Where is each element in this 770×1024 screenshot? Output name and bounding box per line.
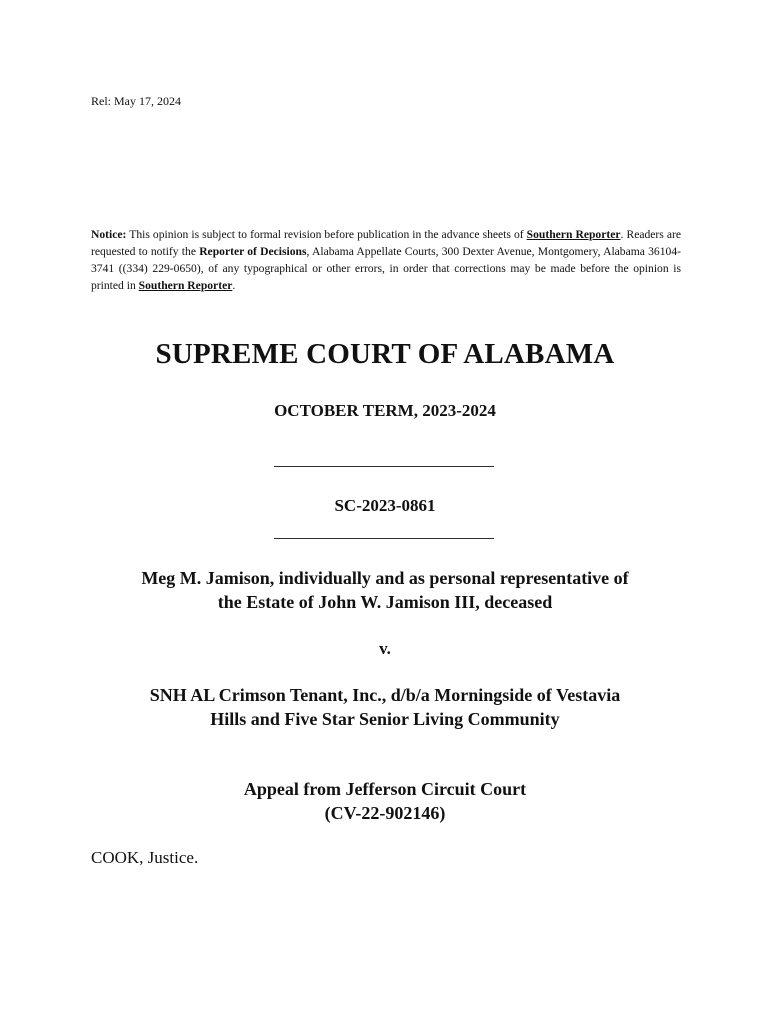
appeal-caption: [0, 777, 770, 825]
notice-paragraph: [91, 226, 681, 294]
appeal-court-line: Appeal from Jefferson Circuit Court: [243, 779, 527, 799]
reporter-of-decisions: Reporter of Decisions: [199, 245, 307, 258]
southern-reporter-ref-2: Southern Reporter: [138, 279, 233, 292]
court-term: OCTOBER TERM, 2023-2024: [274, 401, 496, 420]
docket-number: SC-2023-0861: [334, 496, 436, 515]
notice-label: Notice:: [91, 228, 127, 241]
divider-rule-bottom: [274, 538, 494, 539]
notice-text-3: , Alabama Appellate Courts, 300 Dexter Avenue, Montgomery, Alabama 36104-3741 ((334) 229-0650), of any typographical or other errors, in order that corrections may be made before the opinion is printed in: [91, 245, 681, 292]
notice-text-4: .: [232, 279, 236, 292]
notice-text-2: . Readers are requested to notify the: [91, 228, 681, 258]
opinion-author: COOK, Justice.: [91, 848, 199, 867]
appellant-caption: [0, 566, 770, 614]
appellant-line-1: Meg M. Jamison, individually and as personal representative of: [141, 568, 629, 588]
appellee-caption: [0, 683, 770, 731]
release-date: Rel: May 17, 2024: [91, 94, 181, 108]
southern-reporter-ref-1: Southern Reporter: [526, 228, 621, 241]
divider-rule-top: [274, 466, 494, 467]
appellee-line-2: Hills and Five Star Senior Living Community: [210, 709, 560, 729]
appellant-line-2: the Estate of John W. Jamison III, deceased: [217, 592, 553, 612]
notice-text-1: This opinion is subject to formal revision before publication in the advance sheets of: [126, 228, 527, 241]
appeal-case-number: (CV-22-902146): [324, 803, 446, 823]
appellee-line-1: SNH AL Crimson Tenant, Inc., d/b/a Morningside of Vestavia: [149, 685, 621, 705]
court-name: SUPREME COURT OF ALABAMA: [155, 338, 615, 370]
versus-label: v.: [379, 639, 391, 658]
